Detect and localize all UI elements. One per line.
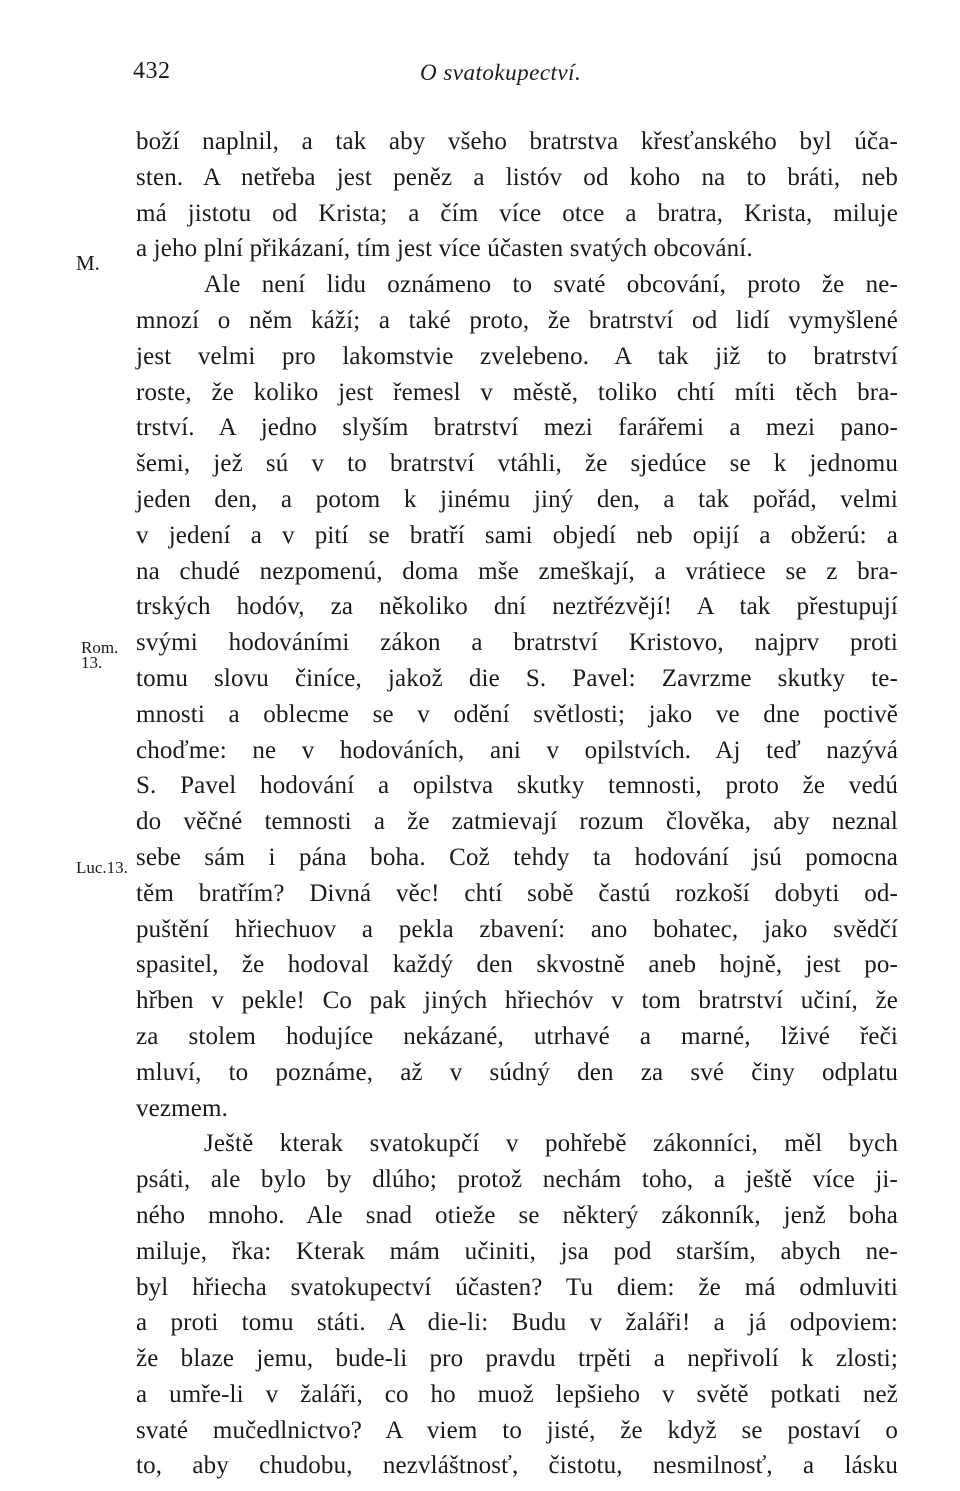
- text-line: vezmem.: [136, 1094, 228, 1122]
- text-line: za stolem hodujíce nekázané, utrhavé a marné, lživé řeči: [136, 1022, 898, 1050]
- text-line: puštění hřiechuov a pekla zbavení: ano bohatec, jako svědčí: [136, 915, 898, 943]
- text-line: šemi, jež sú v to bratrství vtáhli, že sjedúce se k jednomu: [136, 450, 898, 478]
- text-line: těm bratřím? Divná věc! chtí sobě častú rozkoší dobyti od-: [136, 879, 898, 907]
- text-line: a proti tomu státi. A die-li: Budu v žaláři! a já odpoviem:: [136, 1309, 898, 1337]
- body-text: [136, 124, 898, 1484]
- text-line: svaté mučedlnictvo? A viem to jisté, že když se postaví o: [136, 1416, 898, 1444]
- text-line: to, aby chudobu, nezvláštnosť, čistotu, nesmilnosť, a lásku: [136, 1452, 898, 1480]
- text-line: trství. A jedno slyším bratrství mezi farářemi a mezi pano-: [136, 414, 898, 442]
- text-line: na chudé nezpomenú, doma mše zmeškají, a vrátiece se z bra-: [136, 557, 898, 585]
- text-line: že blaze jemu, bude-li pro pravdu trpěti a nepřivolí k zlosti;: [136, 1345, 898, 1373]
- text-line: miluje, řka: Kterak mám učiniti, jsa pod starším, abych ne-: [136, 1237, 898, 1265]
- text-line: trských hodóv, za několiko dní neztřézvějí! A tak přestupují: [136, 593, 898, 621]
- text-line: byl hřiecha svatokupectví účasten? Tu diem: že má odmluviti: [136, 1273, 898, 1301]
- margin-note-rom-chapter: 13.: [81, 653, 103, 672]
- text-line: choďme: ne v hodováních, ani v opilstvích. Aj teď nazývá: [136, 736, 898, 764]
- text-line: mnosti a oblecme se v odění světlosti; jako ve dne poctivě: [136, 700, 898, 728]
- text-line: a umře-li v žaláři, co ho muož lepšieho v světě potkati než: [136, 1380, 898, 1408]
- margin-note-luc: Luc.13.: [76, 858, 128, 877]
- text-line: psáti, ale bylo by dlúho; protož nechám toho, a ještě více ji-: [136, 1166, 898, 1194]
- text-line: mluví, to poznáme, až v súdný den za své činy odplatu: [136, 1058, 898, 1086]
- text-line: a jeho plní přikázaní, tím jest více účasten svatých obcování.: [136, 235, 753, 263]
- page-number: 432: [133, 58, 171, 84]
- text-line: S. Pavel hodování a opilstva skutky temnosti, proto že vedú: [136, 772, 898, 800]
- text-line: roste, že koliko jest řemesl v městě, toliko chtí míti těch bra-: [136, 378, 898, 406]
- text-line: sebe sám i pána boha. Což tehdy ta hodování jsú pomocna: [136, 843, 898, 871]
- running-title: O svatokupectví.: [420, 60, 582, 85]
- text-line: do věčné temnosti a že zatmievají rozum člověka, aby neznal: [136, 808, 898, 836]
- margin-note-m: M.: [76, 251, 100, 275]
- text-line: boží naplnil, a tak aby všeho bratrstva křesťanského byl úča-: [136, 128, 898, 155]
- text-line: sten. A netřeba jest peněz a listóv od koho na to bráti, neb: [136, 163, 898, 191]
- text-line: Ještě kterak svatokupčí v pohřebě zákonníci, měl bych: [204, 1130, 898, 1158]
- text-line: jest velmi pro lakomstvie zvelebeno. A tak již to bratrství: [136, 342, 898, 370]
- text-line: v jedení a v pití se bratří sami objedí neb opijí a obžerú: a: [136, 521, 898, 549]
- text-line: spasitel, že hodoval každý den skvostně aneb hojně, jest po-: [136, 951, 898, 979]
- text-line: mnozí o něm káží; a také proto, že bratrství od lidí vymyšlené: [136, 306, 898, 334]
- text-line: jeden den, a potom k jinému jiný den, a tak pořád, velmi: [136, 485, 898, 513]
- text-line: má jistotu od Krista; a čím více otce a bratra, Krista, miluje: [136, 199, 898, 227]
- text-line: svými hodováními zákon a bratrství Kristovo, najprv proti: [136, 629, 898, 657]
- text-line: ného mnoho. Ale snad otieže se některý zákonník, jenž boha: [136, 1201, 898, 1229]
- text-line: tomu slovu činíce, jakož die S. Pavel: Zavrzme skutky te-: [136, 664, 898, 692]
- text-line: hřben v pekle! Co pak jiných hřiechóv v tom bratrství učiní, že: [136, 987, 898, 1015]
- margin-note-rom-book: Rom.: [81, 638, 119, 657]
- text-line: Ale není lidu oznámeno to svaté obcování, proto že ne-: [204, 271, 898, 299]
- margin-note-rom: [81, 640, 118, 670]
